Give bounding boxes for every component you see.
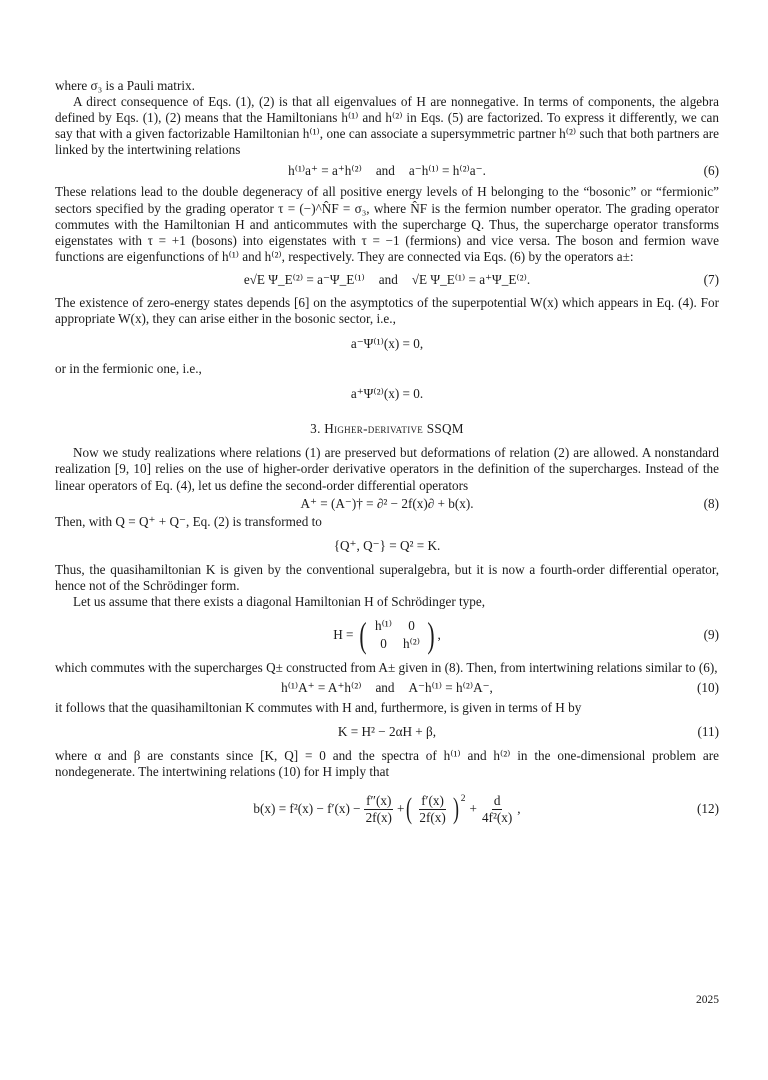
equation-12: b(x) = f²(x) − f′(x) − $\frac{f''(x)}{2f(x)}$ + ( $\frac{f'(x)}{2f(x)}$ ) $^2$ + $\frac{d}{\text{4f²(x)}}$ , (12) <box>253 792 719 826</box>
equation-7-left: e√E Ψ_E⁽²⁾ = a⁻Ψ_E⁽¹⁾ <box>243 271 365 287</box>
equation-bosonic-zero <box>55 327 719 361</box>
matrix-cell-22: h⁽²⁾ <box>402 635 420 651</box>
equation-quasihamiltonian <box>55 530 719 562</box>
equation-fermionic-zero <box>55 377 719 411</box>
equation-10-and: and <box>375 680 395 696</box>
equation-8-body: A⁺ = (A⁻)† = ∂² − 2f(x)∂ + b(x). <box>300 495 474 511</box>
equation-11-number: (11) <box>697 724 719 740</box>
equation-12-number: (12) <box>697 801 719 817</box>
equation-7-right: √E Ψ_E⁽¹⁾ = a⁺Ψ_E⁽²⁾. <box>411 271 531 287</box>
fraction-d-over-4f2: $\frac{d}{\text{4f²(x)}}$ <box>481 792 513 825</box>
equation-8 <box>55 494 719 514</box>
hamiltonian-matrix: ( h⁽¹⁾ 0 0 h⁽²⁾ ) <box>359 614 436 655</box>
equation-11 <box>55 716 719 748</box>
equation-10-left: h⁽¹⁾A⁺ = A⁺h⁽²⁾ <box>281 680 362 696</box>
equation-6-left: h⁽¹⁾a⁺ = a⁺h⁽²⁾ <box>288 163 362 179</box>
equation-fermionic-zero-body: a⁺Ψ⁽²⁾(x) = 0. <box>350 386 424 402</box>
equation-9-tail: , <box>437 626 441 642</box>
paragraph-direct-consequence: A direct consequence of Eqs. (1), (2) is that all eigenvalues of H are nonnegative. In terms of components, the algebra defined by Eqs. (1), (2) means that the Hamiltonians h⁽¹⁾ and h⁽²⁾ in Eqs. (5) are factorized. To express it differently, we can say that with a given factorizable Hamiltonian h⁽¹⁾, one can associate a supersymmetric partner h⁽²⁾ such that both partners are linked by the intertwining relations <box>55 94 719 158</box>
equation-7 <box>55 265 719 295</box>
fraction-f-double-prime: $\frac{f''(x)}{2f(x)}$ <box>365 792 392 825</box>
equation-9 <box>55 610 719 660</box>
paragraph-relations: These relations lead to the double degeneracy of all positive energy levels of H belonging to the “bosonic” or “fermionic” sectors specified by the grading operator τ = (−)^N̂F = σ₃, where N̂F is the fermion number operator. The grading operator commutes with the Hamiltonian H and anticommutes with the supercharge Q. Thus, the supercharge operator transforms eigenstates with τ = +1 (bosons) into eigenstates with τ = −1 (fermions) and vice versa. The boson and fermion wave functions are eigenfunctions of h⁽¹⁾ and h⁽²⁾, respectively. They are connected via Eqs. (6) by the operators a±: <box>55 184 719 264</box>
page-number: 2025 <box>696 994 719 1006</box>
paragraph-constants: where α and β are constants since [K, Q] = 0 and the spectra of h⁽¹⁾ and h⁽²⁾ in the one-dimensional problem are nondegenerate. The intertwining relations (10) for H imply that <box>55 748 719 780</box>
paper-page <box>55 78 719 838</box>
equation-6-right: a⁻h⁽¹⁾ = h⁽²⁾a⁻. <box>408 163 486 179</box>
equation-10-right: A⁻h⁽¹⁾ = h⁽²⁾A⁻, <box>408 680 493 696</box>
equation-11-body: K = H² − 2αH + β, <box>337 724 437 740</box>
paragraph-follows: it follows that the quasihamiltonian K commutes with H and, furthermore, is given in terms of H by <box>55 700 582 716</box>
paragraph-thus: Thus, the quasihamiltonian K is given by the conventional superalgebra, but it is now a fourth-order differential operator, hence not of the Schrödinger form. <box>55 561 719 593</box>
matrix-cell-21: 0 <box>380 635 387 651</box>
section-heading: 3. Higher-derivative SSQM <box>310 421 464 437</box>
paragraph-fermionic: or in the fermionic one, i.e., <box>55 361 202 377</box>
matrix-cell-12: 0 <box>408 617 415 633</box>
paragraph-assume: Let us assume that there exists a diagonal Hamiltonian H of Schrödinger type, <box>73 593 486 609</box>
equation-6-and: and <box>375 163 395 179</box>
equation-12-lhs: b(x) = f²(x) − f′(x) − <box>253 801 361 817</box>
equation-6 <box>55 158 719 184</box>
equation-bosonic-zero-body: a⁻Ψ⁽¹⁾(x) = 0, <box>350 336 424 352</box>
equation-8-number: (8) <box>703 495 719 511</box>
paragraph-commutes: which commutes with the supercharges Q± constructed from A± given in (8). Then, from intertwining relations similar to (6), <box>55 659 718 675</box>
paragraph-then: Then, with Q = Q⁺ + Q⁻, Eq. (2) is transformed to <box>55 513 322 529</box>
equation-9-number: (9) <box>703 626 719 642</box>
matrix-cell-11: h⁽¹⁾ <box>374 617 392 633</box>
fraction-f-prime: $\frac{f'(x)}{2f(x)}$ <box>419 792 446 825</box>
equation-10-number: (10) <box>697 680 719 696</box>
equation-6-number: (6) <box>703 163 719 179</box>
equation-7-number: (7) <box>703 271 719 287</box>
paragraph-zero-energy: The existence of zero-energy states depends [6] on the asymptotics of the superpotential W(x) which appears in Eq. (4). For appropriate W(x), they can arise either in the bosonic sector, i.e., <box>55 294 719 327</box>
equation-9-lhs: H = <box>333 626 354 642</box>
equation-10 <box>55 676 719 700</box>
equation-quasihamiltonian-body: {Q⁺, Q⁻} = Q² = K. <box>333 537 441 553</box>
paragraph-study: Now we study realizations where relations (1) are preserved but deformations of relation (2) are allowed. A nonstandard realization [9, 10] relies on the use of higher-order derivative operators in the definition of the supercharges. Instead of the linear operators of Eq. (4), let us define the second-order differential operators <box>55 445 719 493</box>
paragraph-pauli: where σ₃ is a Pauli matrix. <box>55 78 195 93</box>
equation-7-and: and <box>378 271 398 287</box>
